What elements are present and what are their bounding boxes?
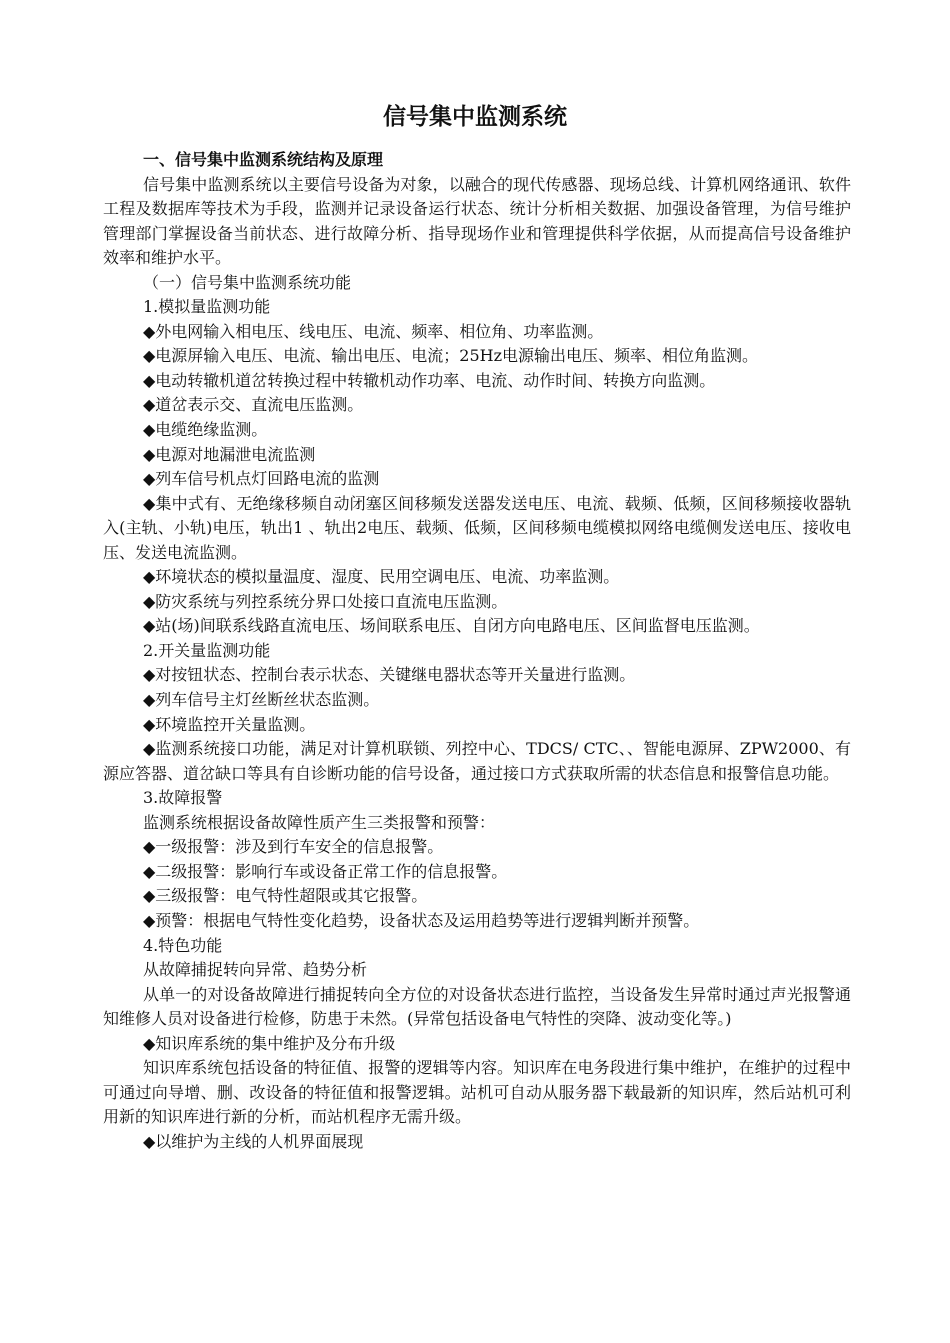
- list-item: ◆电源屏输入电压、电流、输出电压、电流；25Hz电源输出电压、频率、相位角监测。: [143, 346, 759, 366]
- list-item: ◆电源对地漏泄电流监测: [143, 444, 316, 464]
- list-item: ◆监测系统接口功能，满足对计算机联锁、列控中心、TDCS/ CTC、、智能电源屏、ZPW2000、有源应答器、道岔缺口等具有自诊断功能的信号设备，通过接口方式获取所需的状态信息和报警信息功能。: [103, 739, 851, 783]
- switch-list: [103, 663, 851, 786]
- list-item: ◆以维护为主线的人机界面展现: [143, 1131, 364, 1151]
- alarm-list: [103, 835, 851, 933]
- list-item: ◆集中式有、无绝缘移频自动闭塞区间移频发送器发送电压、电流、载频、低频，区间移频接收器轨入(主轨、小轨)电压，轨出1 、轨出2电压、载频、低频，区间移频电缆模拟网络电缆侧发送电压、接收电压、发送电流监测。: [103, 493, 851, 562]
- list-item: ◆列车信号主灯丝断丝状态监测。: [143, 690, 380, 710]
- list-item: ◆环境状态的模拟量温度、湿度、民用空调电压、电流、功率监测。: [143, 567, 620, 587]
- analog-list: [103, 320, 851, 639]
- subsection-heading: （一）信号集中监测系统功能: [143, 272, 352, 292]
- feature-subheading: 从故障捕捉转向异常、趋势分析: [143, 960, 368, 980]
- list-item: ◆道岔表示交、直流电压监测。: [143, 395, 364, 415]
- list-item: ◆对按钮状态、控制台表示状态、关键继电器状态等开关量进行监测。: [143, 665, 636, 685]
- page-title: 信号集中监测系统: [383, 104, 567, 130]
- list-item: ◆预警：根据电气特性变化趋势，设备状态及运用趋势等进行逻辑判断并预警。: [143, 910, 700, 930]
- list-item: ◆环境监控开关量监测。: [143, 714, 316, 734]
- alarm-intro: 监测系统根据设备故障性质产生三类报警和预警：: [143, 812, 496, 832]
- feature-paragraph: 知识库系统包括设备的特征值、报警的逻辑等内容。知识库在电务段进行集中维护，在维护的过程中可通过向导增、删、改设备的特征值和报警逻辑。站机可自动从服务器下载最新的知识库，然后站机可利用新的知识库进行新的分析，而站机程序无需升级。: [103, 1058, 851, 1127]
- switch-heading: 2.开关量监测功能: [143, 640, 271, 660]
- list-item: ◆外电网输入相电压、线电压、电流、频率、相位角、功率监测。: [143, 321, 604, 341]
- list-item: ◆三级报警：电气特性超限或其它报警。: [143, 886, 428, 906]
- list-item: ◆列车信号机点灯回路电流的监测: [143, 469, 380, 489]
- list-item: ◆知识库系统的集中维护及分布升级: [143, 1033, 396, 1053]
- list-item: ◆电动转辙机道岔转换过程中转辙机动作功率、电流、动作时间、转换方向监测。: [143, 370, 716, 390]
- analog-heading: 1.模拟量监测功能: [143, 297, 271, 317]
- list-item: ◆二级报警：影响行车或设备正常工作的信息报警。: [143, 861, 508, 881]
- feature-heading: 4.特色功能: [143, 935, 223, 955]
- list-item: ◆一级报警：涉及到行车安全的信息报警。: [143, 837, 444, 857]
- feature-paragraph: 从单一的对设备故障进行捕捉转向全方位的对设备状态进行监控，当设备发生异常时通过声光报警通知维修人员对设备进行检修，防患于未然。(异常包括设备电气特性的突降、波动变化等。): [103, 984, 851, 1029]
- intro-paragraph: 信号集中监测系统以主要信号设备为对象，以融合的现代传感器、现场总线、计算机网络通讯、软件工程及数据库等技术为手段，监测并记录设备运行状态、统计分析相关数据、加强设备管理，为信号维护管理部门掌握设备当前状态、进行故障分析、指导现场作业和管理提供科学依据，从而提高信号设备维护效率和维护水平。: [103, 174, 851, 268]
- list-item: ◆电缆绝缘监测。: [143, 420, 268, 440]
- document-body: [103, 148, 851, 1154]
- list-item: ◆防灾系统与列控系统分界口处接口直流电压监测。: [143, 591, 508, 611]
- list-item: ◆站(场)间联系线路直流电压、场间联系电压、自闭方向电路电压、区间监督电压监测。: [143, 616, 760, 636]
- alarm-heading: 3.故障报警: [143, 788, 223, 808]
- section-heading: 一、信号集中监测系统结构及原理: [143, 150, 384, 169]
